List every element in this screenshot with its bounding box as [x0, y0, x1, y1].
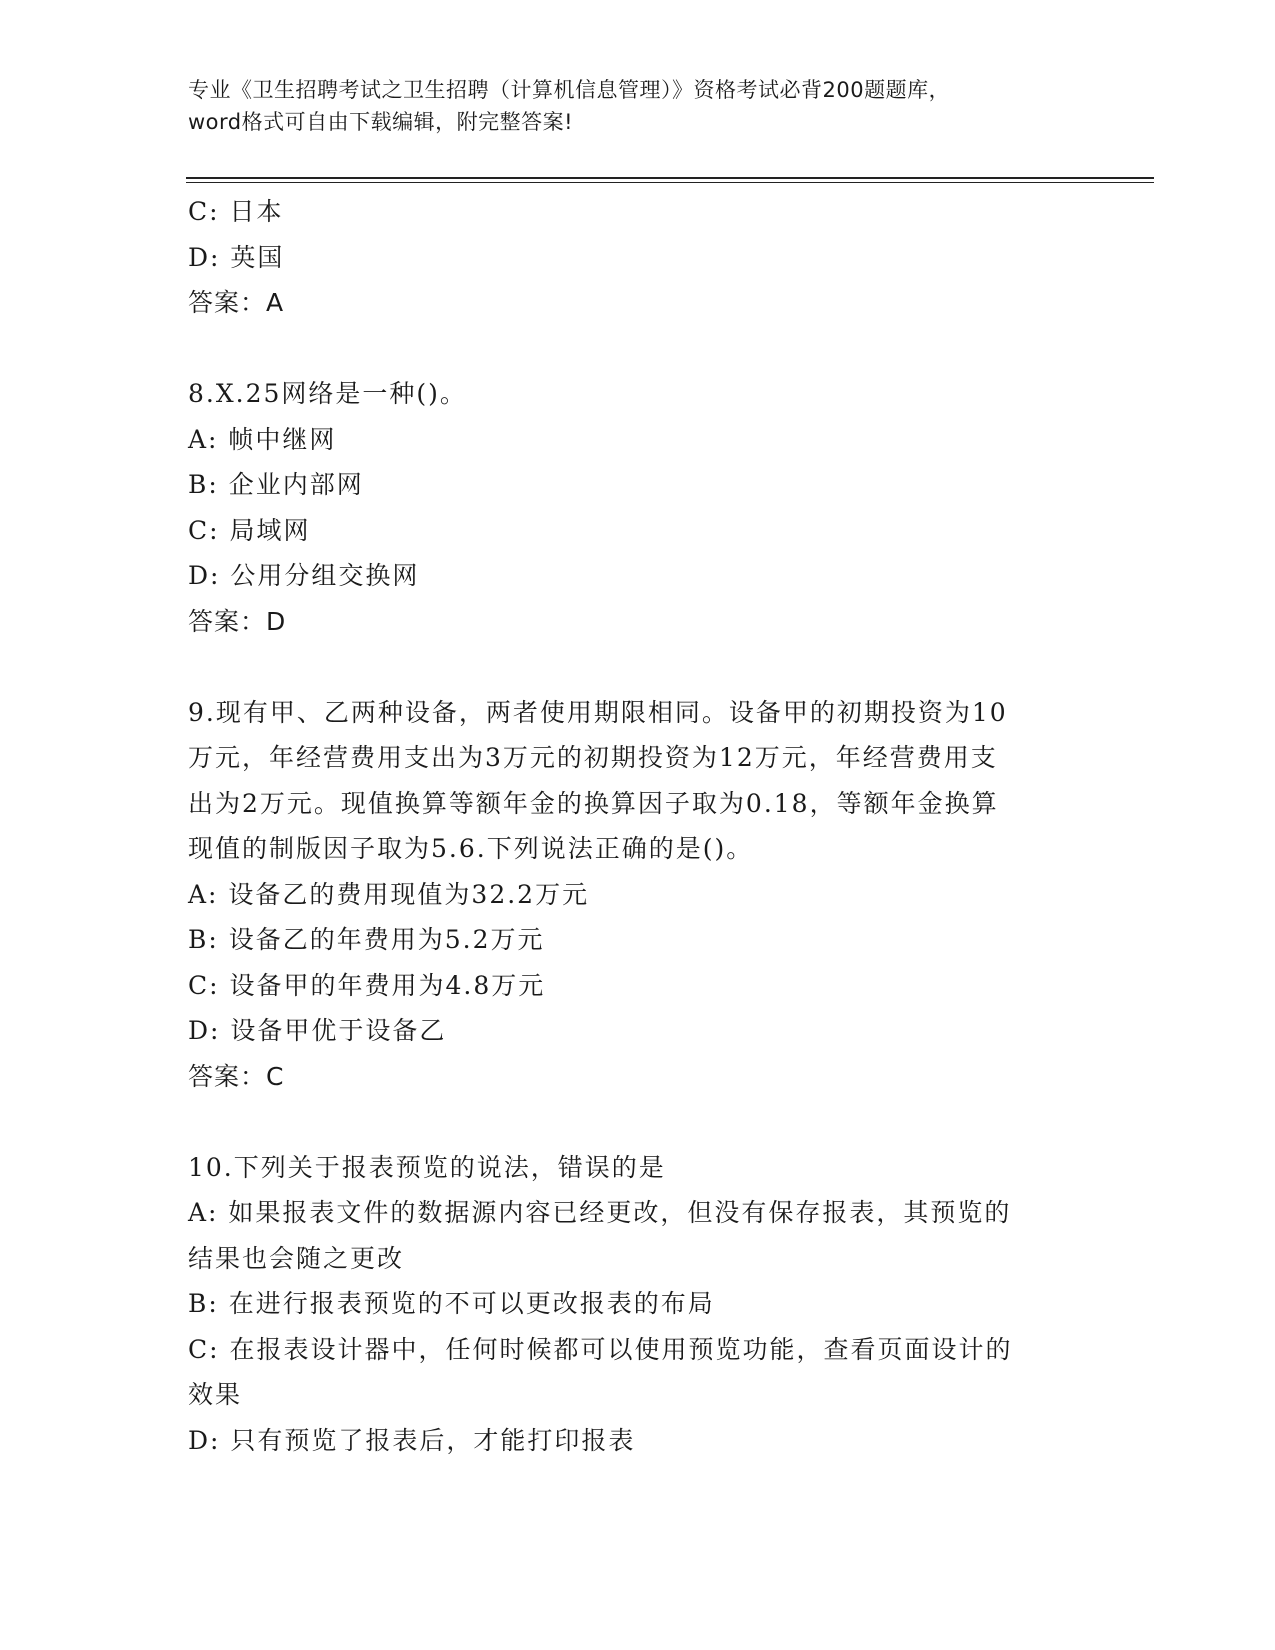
option-b: B: 设备乙的年费用为5.2万元 [188, 925, 545, 954]
option-b: B: 在进行报表预览的不可以更改报表的布局 [188, 1289, 715, 1318]
option-d: D: 设备甲优于设备乙 [188, 1016, 447, 1045]
option-a: A: 帧中继网 [188, 424, 337, 454]
question-9 [188, 690, 1078, 1100]
header-title-line-1: 专业《卫生招聘考试之卫生招聘（计算机信息管理）》资格考试必背200题题库， [188, 78, 951, 102]
option-c-line-2: 效果 [188, 1380, 243, 1409]
option-d: D: 只有预览了报表后，才能打印报表 [188, 1425, 636, 1455]
document-header [188, 74, 1078, 138]
question-text-line-3: 出为2万元。现值换算等额年金的换算因子取为0.18，等额年金换算 [188, 788, 999, 818]
option-d: D: 公用分组交换网 [188, 561, 420, 590]
question-list [188, 189, 1078, 1463]
spacer [188, 644, 1078, 690]
question-text-line-1: 9.现有甲、乙两种设备，两者使用期限相同。设备甲的初期投资为10 [188, 697, 1008, 727]
question-text-line-4: 现值的制版因子取为5.6.下列说法正确的是()。 [188, 834, 754, 863]
question-8 [188, 371, 1078, 644]
header-divider-thin [186, 182, 1154, 183]
spacer [188, 326, 1078, 372]
option-c: C: 局域网 [188, 515, 311, 545]
option-a-line-1: A: 如果报表文件的数据源内容已经更改，但没有保存报表，其预览的 [188, 1198, 1012, 1227]
header-divider-thick [186, 177, 1154, 179]
spacer [188, 1099, 1078, 1145]
option-a: A: 设备乙的费用现值为32.2万元 [188, 879, 590, 909]
question-text: 8.X.25网络是一种()。 [188, 379, 467, 408]
answer-line: 答案：A [188, 288, 285, 317]
option-c: C: 日本 [188, 197, 284, 226]
answer-line: 答案：D [188, 606, 287, 636]
option-c: C: 设备甲的年费用为4.8万元 [188, 970, 546, 1000]
option-b: B: 企业内部网 [188, 470, 364, 499]
question-text-line-2: 万元，年经营费用支出为3万元的初期投资为12万元，年经营费用支 [188, 743, 998, 772]
option-a-line-2: 结果也会随之更改 [188, 1243, 405, 1273]
question-7-continued [188, 189, 1078, 326]
header-title-line-2: word格式可自由下载编辑，附完整答案! [188, 110, 574, 134]
question-10 [188, 1145, 1078, 1464]
option-d: D: 英国 [188, 242, 285, 272]
question-text: 10.下列关于报表预览的说法，错误的是 [188, 1152, 666, 1182]
option-c-line-1: C: 在报表设计器中，任何时候都可以使用预览功能，查看页面设计的 [188, 1334, 1013, 1364]
answer-line: 答案：C [188, 1061, 285, 1091]
